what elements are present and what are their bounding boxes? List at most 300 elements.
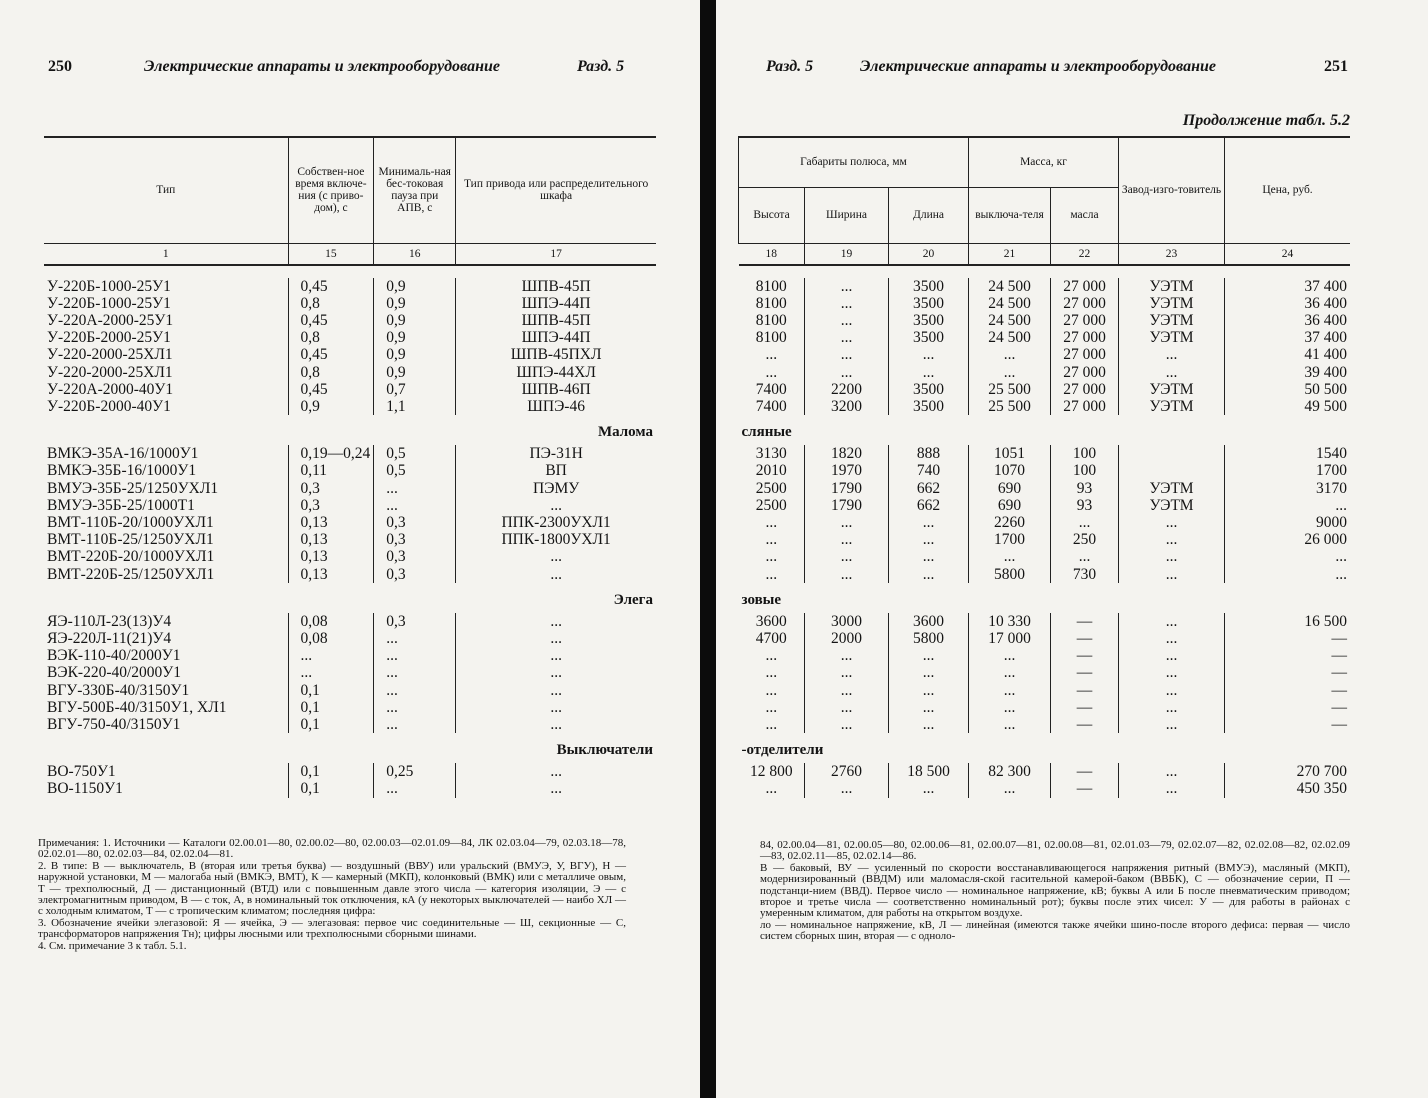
right-cell: ... [889, 682, 969, 699]
right-cell: ... [889, 699, 969, 716]
left-table-row [44, 462, 656, 479]
left-cell: 0,3 [288, 480, 374, 497]
right-cell: 7400 [755, 380, 787, 398]
right-cell: ... [1119, 780, 1225, 797]
right-page-number: 251 [1324, 58, 1348, 75]
right-cell: — [1225, 716, 1351, 733]
right-note: 84, 02.00.04—81, 02.00.05—80, 02.00.06—81, 02.00.07—81, 02.00.08—81, 02.01.03—79, 02.02.07—82, 02.02.08—82, 02.02.09—83, 02.02.11—85, 02.02.14—86. [760, 839, 1350, 863]
right-table-row [739, 346, 1351, 363]
left-header-type: Тип [156, 184, 176, 197]
left-cell: 0,9 [374, 295, 456, 312]
right-cell: 2760 [805, 763, 889, 780]
left-cell: 0,11 [288, 462, 374, 479]
left-cell: 0,3 [374, 613, 456, 630]
left-cell: ПЭМУ [456, 480, 656, 497]
right-table-row [739, 497, 1351, 514]
left-cell: 0,9 [374, 278, 456, 295]
right-cell: 250 [1051, 531, 1119, 548]
left-table-row [44, 566, 656, 583]
right-cell: ... [889, 514, 969, 531]
right-cell: ... [805, 699, 889, 716]
left-section-row [44, 415, 656, 445]
right-cell: 27 000 [1051, 346, 1119, 363]
right-cell [1119, 462, 1225, 479]
left-table-row [44, 480, 656, 497]
right-table-row [739, 462, 1351, 479]
right-cell: 18 500 [889, 763, 969, 780]
right-cell: 3170 [1225, 480, 1351, 497]
right-cell: — [1051, 664, 1119, 681]
left-cell: ... [374, 647, 456, 664]
right-cell: ... [1119, 346, 1225, 363]
left-cell: ВМТ-110Б-25/1250УХЛ1 [47, 531, 214, 549]
right-cell: ... [969, 682, 1051, 699]
left-cell: 0,45 [288, 346, 374, 363]
left-cell: ШПЭ-44П [456, 329, 656, 346]
right-table-row [739, 647, 1351, 664]
right-cell: УЭТМ [1119, 312, 1225, 329]
right-cell: — [1051, 630, 1119, 647]
right-cell: 5800 [969, 566, 1051, 583]
left-page [0, 0, 700, 1098]
right-section-title: -отделители [741, 742, 824, 759]
right-subheader-length: Длина [889, 187, 969, 243]
left-colnum: 16 [374, 243, 456, 265]
right-table-row [739, 398, 1351, 415]
left-table-body [44, 265, 656, 798]
right-cell: ... [889, 647, 969, 664]
right-table-row [739, 548, 1351, 565]
left-cell: 0,45 [288, 312, 374, 329]
right-cell: ... [765, 363, 778, 381]
left-table-row [44, 531, 656, 548]
right-cell: ... [889, 364, 969, 381]
right-cell: 100 [1051, 462, 1119, 479]
right-cell: 82 300 [969, 763, 1051, 780]
right-cell: 3500 [889, 278, 969, 295]
left-table-row [44, 548, 656, 565]
right-cell: 27 000 [1051, 278, 1119, 295]
right-cell: 41 400 [1225, 346, 1351, 363]
right-table-row [739, 716, 1351, 733]
right-page [716, 0, 1428, 1098]
left-cell: 0,08 [288, 613, 374, 630]
right-cell: ... [1119, 613, 1225, 630]
right-cell [1119, 445, 1225, 462]
right-cell: ... [889, 548, 969, 565]
right-table-row [739, 312, 1351, 329]
right-cell: ... [1119, 566, 1225, 583]
right-cell: ... [765, 548, 778, 566]
right-table-row [739, 763, 1351, 780]
right-cell: 3500 [889, 295, 969, 312]
right-table-row [739, 613, 1351, 630]
left-cell: У-220А-2000-25У1 [47, 311, 174, 329]
right-cell: 17 000 [969, 630, 1051, 647]
right-cell: 3500 [889, 381, 969, 398]
right-cell: ... [1119, 364, 1225, 381]
left-cell: 0,13 [288, 566, 374, 583]
left-note: 4. См. примечание 3 к табл. 5.1. [38, 939, 187, 952]
right-cell: ... [805, 566, 889, 583]
left-cell: У-220Б-1000-25У1 [47, 294, 171, 312]
left-cell: ВЭК-110-40/2000У1 [47, 647, 181, 665]
left-cell: ШПВ-45ПХЛ [456, 346, 656, 363]
left-cell: ... [374, 780, 456, 797]
left-cell: 0,7 [374, 381, 456, 398]
left-cell: 0,45 [288, 278, 374, 295]
right-cell: 1051 [969, 445, 1051, 462]
left-cell: ЯЭ-220Л-11(21)У4 [47, 629, 172, 647]
right-cell: — [1051, 647, 1119, 664]
right-cell: ... [969, 699, 1051, 716]
right-cell: УЭТМ [1119, 381, 1225, 398]
right-cell: 5800 [889, 630, 969, 647]
left-cell: 0,3 [374, 531, 456, 548]
right-cell: ... [969, 647, 1051, 664]
right-cell: 39 400 [1225, 364, 1351, 381]
right-cell: 27 000 [1051, 312, 1119, 329]
right-cell: ... [1225, 566, 1351, 583]
left-cell: 0,8 [288, 364, 374, 381]
right-cell: 1820 [805, 445, 889, 462]
right-cell: ... [889, 566, 969, 583]
right-cell: 7400 [755, 397, 787, 415]
right-cell: — [1225, 699, 1351, 716]
right-cell: 8100 [755, 329, 787, 347]
right-cell: 9000 [1225, 514, 1351, 531]
right-cell: ... [765, 698, 778, 716]
right-cell: ... [1119, 763, 1225, 780]
right-cell: 26 000 [1225, 531, 1351, 548]
right-cell: ... [765, 531, 778, 549]
right-cell: 690 [969, 480, 1051, 497]
left-cell: 0,9 [288, 398, 374, 415]
right-cell: 662 [889, 480, 969, 497]
right-cell: ... [969, 780, 1051, 797]
left-table-row [44, 445, 656, 462]
left-cell: ... [456, 716, 656, 733]
right-cell: 2500 [755, 479, 787, 497]
right-cell: ... [1119, 531, 1225, 548]
left-section-row [44, 583, 656, 613]
left-cell: ППК-1800УХЛ1 [456, 531, 656, 548]
left-cell: ... [456, 497, 656, 514]
left-table-row [44, 278, 656, 295]
right-cell: ... [1051, 548, 1119, 565]
right-colnum: 21 [969, 243, 1051, 265]
right-cell: 3130 [755, 445, 787, 463]
right-cell: 4700 [755, 629, 787, 647]
left-note: Примечания: 1. Источники — Каталоги 02.00.01—80, 02.00.02—80, 02.00.03—02.01.09—84, ЛК 02.03.04—79, 02.03.18—78, 02.02.01—80, 02.02.03—84, 02.02.04—81. [38, 837, 626, 861]
right-cell: ... [969, 346, 1051, 363]
left-cell: ... [374, 716, 456, 733]
left-section-title [44, 265, 656, 278]
right-cell: ... [805, 780, 889, 797]
right-cell: УЭТМ [1119, 329, 1225, 346]
right-cell: 37 400 [1225, 278, 1351, 295]
right-table-body [739, 265, 1351, 798]
right-cell: ... [1119, 699, 1225, 716]
right-cell: ... [1119, 716, 1225, 733]
right-cell: 8100 [755, 294, 787, 312]
left-header-pause: Минималь-ная бес-токовая пауза при АПВ, с [374, 137, 456, 243]
right-cell: УЭТМ [1119, 480, 1225, 497]
left-colnum: 1 [44, 243, 288, 265]
right-section-title: сляные [741, 424, 792, 441]
right-cell: ... [765, 780, 778, 798]
left-cell: 0,19—0,24 [288, 445, 374, 462]
right-colnum: 23 [1119, 243, 1225, 265]
right-cell: 25 500 [969, 381, 1051, 398]
right-header-dimensions: Габариты полюса, мм [739, 137, 969, 187]
right-cell: — [1051, 780, 1119, 797]
left-cell: ... [374, 480, 456, 497]
left-cell: ШПЭ-44ХЛ [456, 364, 656, 381]
left-colnum: 17 [456, 243, 656, 265]
left-section-title: Выключатели [556, 742, 653, 759]
left-cell: ВМУЭ-35Б-25/1250УХЛ1 [47, 479, 219, 497]
right-cell: 16 500 [1225, 613, 1351, 630]
right-table-row [739, 664, 1351, 681]
right-header-price: Цена, руб. [1225, 137, 1351, 243]
left-cell: ... [374, 630, 456, 647]
left-cell: 0,25 [374, 763, 456, 780]
right-cell: УЭТМ [1119, 295, 1225, 312]
left-cell: ЯЭ-110Л-23(13)У4 [47, 612, 172, 630]
left-table-row [44, 613, 656, 630]
left-table-row [44, 346, 656, 363]
left-table-row [44, 699, 656, 716]
left-table-row [44, 398, 656, 415]
right-cell: 1790 [805, 480, 889, 497]
left-cell: 0,1 [288, 780, 374, 797]
right-section-row [739, 265, 1351, 278]
left-table-row [44, 381, 656, 398]
right-cell: 8100 [755, 311, 787, 329]
left-table-row [44, 312, 656, 329]
right-cell: ... [1119, 548, 1225, 565]
left-cell: ... [374, 497, 456, 514]
left-cell: ... [456, 613, 656, 630]
left-cell: ... [456, 763, 656, 780]
right-cell: 27 000 [1051, 329, 1119, 346]
right-cell: ... [765, 647, 778, 665]
left-cell: ... [288, 647, 374, 664]
left-cell: ... [456, 780, 656, 797]
left-cell: ВМКЭ-35А-16/1000У1 [47, 445, 199, 463]
right-cell: ... [889, 346, 969, 363]
left-cell: 0,9 [374, 312, 456, 329]
left-table-row [44, 682, 656, 699]
right-section-title [739, 265, 1351, 278]
left-section-row [44, 265, 656, 278]
right-cell: ... [1225, 548, 1351, 565]
right-table-row [739, 514, 1351, 531]
left-cell: 0,9 [374, 364, 456, 381]
left-cell: ... [456, 647, 656, 664]
right-cell: — [1051, 699, 1119, 716]
left-cell: ... [456, 566, 656, 583]
right-cell: 2260 [969, 514, 1051, 531]
left-table-row [44, 364, 656, 381]
right-cell: 100 [1051, 445, 1119, 462]
right-cell: ... [765, 565, 778, 583]
right-cell: 690 [969, 497, 1051, 514]
left-cell: 0,1 [288, 763, 374, 780]
right-cell: ... [805, 364, 889, 381]
right-cell: 24 500 [969, 312, 1051, 329]
right-cell: 93 [1051, 497, 1119, 514]
right-subheader-switch-mass: выключа-теля [969, 187, 1051, 243]
left-cell: ШПЭ-46 [456, 398, 656, 415]
left-cell: ШПЭ-44П [456, 295, 656, 312]
right-section-row [739, 583, 1351, 613]
right-note: В — баковый, ВУ — усиленный по скорости восстанавливающегося напряжения ритный (ВМУЭ), масляный (МКП), модернизированный (ВВДМ) или маломасля-ской гасительной камерой-баком (ВВБК), С — обозначение серии, П — подстанци-нием (ВВД). Первое число — номинальное напряжение, кВ; буквы А или Б после пневматическим приводом; второе и третье числа — соответственно номинальный рот); буквы после этих чисел: У — для работы в районах с умеренным климатом, для работы на открытом воздухе. [760, 861, 1350, 920]
right-cell: 25 500 [969, 398, 1051, 415]
left-cell: 1,1 [374, 398, 456, 415]
right-cell: — [1051, 716, 1119, 733]
right-cell: 12 800 [749, 763, 793, 781]
left-cell: ... [374, 699, 456, 716]
right-cell: ... [765, 715, 778, 733]
book-spine [700, 0, 716, 1098]
left-table-row [44, 630, 656, 647]
left-cell: ВО-750У1 [47, 763, 116, 781]
right-cell: 450 350 [1225, 780, 1351, 797]
left-table [44, 136, 656, 798]
right-header-mass: Масса, кг [969, 137, 1119, 187]
left-table-row [44, 763, 656, 780]
right-cell: ... [805, 278, 889, 295]
right-cell: ... [889, 531, 969, 548]
left-cell: ВП [456, 462, 656, 479]
left-page-number: 250 [48, 58, 72, 75]
right-cell: — [1225, 647, 1351, 664]
right-table-row [739, 630, 1351, 647]
right-cell: 1540 [1225, 445, 1351, 462]
left-cell: 0,08 [288, 630, 374, 647]
right-cell: 740 [889, 462, 969, 479]
right-table-row [739, 566, 1351, 583]
right-table-row [739, 364, 1351, 381]
right-cell: ... [805, 682, 889, 699]
right-colnum: 18 [739, 243, 805, 265]
right-cell: 2200 [805, 381, 889, 398]
left-cell: 0,13 [288, 514, 374, 531]
left-table-row [44, 780, 656, 797]
right-table-row [739, 682, 1351, 699]
right-cell: 27 000 [1051, 295, 1119, 312]
left-cell: 0,5 [374, 445, 456, 462]
right-cell: 3500 [889, 398, 969, 415]
right-cell: ... [969, 716, 1051, 733]
right-cell: ... [1119, 647, 1225, 664]
right-cell: 2500 [755, 496, 787, 514]
left-cell: ШПВ-45П [456, 312, 656, 329]
right-table-row [739, 780, 1351, 797]
left-cell: У-220-2000-25ХЛ1 [47, 346, 173, 364]
left-cell: У-220Б-1000-25У1 [47, 277, 171, 295]
right-cell: ... [1051, 514, 1119, 531]
right-table [738, 136, 1350, 798]
right-cell: — [1051, 613, 1119, 630]
left-cell: ВМУЭ-35Б-25/1000Т1 [47, 496, 195, 514]
right-cell: УЭТМ [1119, 398, 1225, 415]
left-cell: ВГУ-330Б-40/3150У1 [47, 681, 190, 699]
left-cell: ШПВ-45П [456, 278, 656, 295]
left-table-row [44, 295, 656, 312]
right-cell: ... [1119, 682, 1225, 699]
right-colnum: 24 [1225, 243, 1351, 265]
right-cell: 1700 [969, 531, 1051, 548]
right-table-row [739, 445, 1351, 462]
right-cell: 270 700 [1225, 763, 1351, 780]
right-cell: 24 500 [969, 295, 1051, 312]
left-table-row [44, 647, 656, 664]
left-cell: 0,9 [374, 329, 456, 346]
right-table-row [739, 381, 1351, 398]
right-cell: 1700 [1225, 462, 1351, 479]
left-cell: ВГУ-500Б-40/3150У1, ХЛ1 [47, 698, 227, 716]
right-table-row [739, 480, 1351, 497]
left-cell: ... [288, 664, 374, 681]
right-running-head: Электрические аппараты и электрооборудование [860, 58, 1216, 75]
left-cell: 0,13 [288, 531, 374, 548]
right-cell: 3600 [889, 613, 969, 630]
right-cell: УЭТМ [1119, 497, 1225, 514]
left-table-row [44, 329, 656, 346]
right-cell: ... [805, 312, 889, 329]
left-cell: 0,5 [374, 462, 456, 479]
right-cell: 36 400 [1225, 295, 1351, 312]
left-cell: ВЭК-220-40/2000У1 [47, 664, 182, 682]
right-cell: 27 000 [1051, 381, 1119, 398]
right-cell: ... [889, 780, 969, 797]
left-cell: ... [456, 664, 656, 681]
right-cell: ... [765, 513, 778, 531]
left-cell: ... [374, 682, 456, 699]
right-cell: ... [805, 531, 889, 548]
left-cell: 0,3 [288, 497, 374, 514]
right-cell: 3500 [889, 329, 969, 346]
right-cell: ... [969, 364, 1051, 381]
right-cell: 1970 [805, 462, 889, 479]
right-cell: ... [1119, 664, 1225, 681]
right-cell: ... [1119, 514, 1225, 531]
right-cell: ... [805, 664, 889, 681]
right-cell: 1070 [969, 462, 1051, 479]
left-header-time: Собствен-ное время включе-ния (с приво-дом), с [288, 137, 374, 243]
left-cell: 0,13 [288, 548, 374, 565]
left-table-row [44, 716, 656, 733]
left-table-row [44, 514, 656, 531]
right-cell: ... [969, 548, 1051, 565]
left-notes [38, 838, 626, 952]
left-colnum: 15 [288, 243, 374, 265]
right-cell: ... [805, 514, 889, 531]
left-running-head: Электрические аппараты и электрооборудование [144, 58, 500, 75]
right-notes [760, 840, 1350, 943]
left-cell: У-220-2000-25ХЛ1 [47, 363, 173, 381]
right-cell: ... [889, 664, 969, 681]
right-section-row [739, 733, 1351, 763]
left-cell: ШПВ-46П [456, 381, 656, 398]
left-section-row [44, 733, 656, 763]
right-cell: 662 [889, 497, 969, 514]
right-cell: — [1051, 763, 1119, 780]
left-cell: ... [456, 682, 656, 699]
